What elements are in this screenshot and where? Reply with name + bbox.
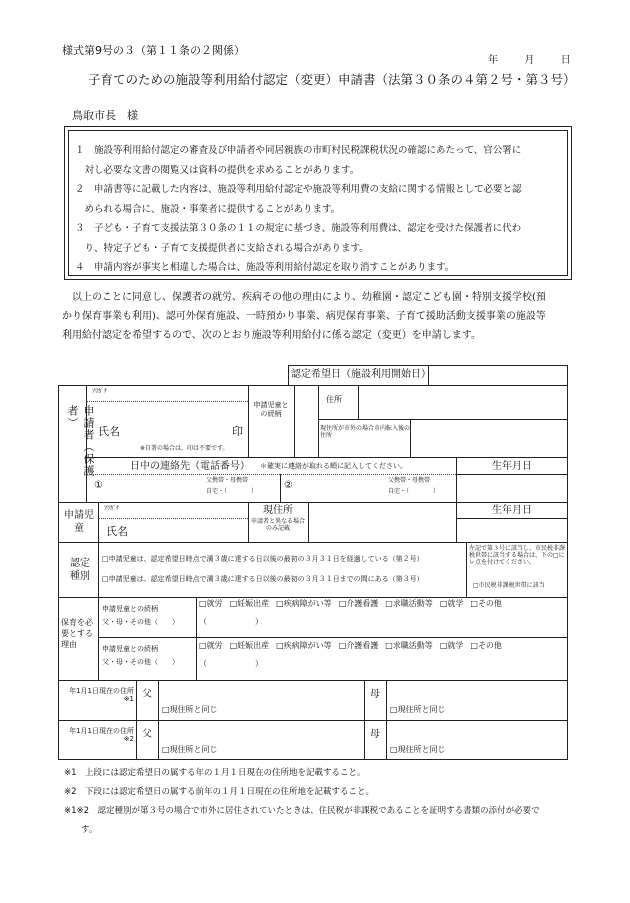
jan1-b-father-same-checkbox[interactable] [162, 745, 218, 755]
cert-option-3-checkbox[interactable] [102, 575, 424, 584]
contact-2-field[interactable] [298, 476, 384, 500]
reasons-row2-checkbox[interactable] [276, 641, 332, 650]
child-birthdate-label: 生年月日 [492, 505, 532, 516]
footnote: す。 [64, 825, 98, 835]
notice-box [64, 126, 572, 280]
jan1-a-mother-address-field[interactable] [388, 682, 566, 702]
contact-2-kinds: 父携帯・母携帯 [388, 477, 431, 484]
desired-date-field[interactable] [430, 366, 566, 384]
notice-item: められる場合に、施設・事業者に提供することがあります。 [75, 203, 341, 215]
reason-option-label: 就学 [447, 641, 464, 650]
year-label: 年 [488, 55, 498, 66]
reason-row2-options [199, 641, 565, 651]
reason-row1-head: 申請児童との続柄 [102, 605, 158, 613]
relation-field[interactable] [296, 387, 316, 455]
child-birthdate-field[interactable] [458, 520, 566, 540]
jan1-address-a-label: 年1月1日現在の住所※1 [69, 687, 134, 704]
contact-1-home: 自宅・（ ） [206, 488, 258, 495]
notice-item: ２ 申請書等に記載した内容は、施設等利用給付認定や施設等利用費の支給に関する情報として必要と認 [75, 184, 522, 195]
reasons-row1-checkbox[interactable] [339, 599, 379, 608]
reason-row1-options [199, 599, 565, 609]
reason-option-label: 求職活動等 [392, 641, 433, 650]
child-name-label: 氏名 [106, 525, 128, 538]
jan1-b-mother-same-label: 現住所と同じ [397, 745, 446, 754]
reasons-row2-checkbox[interactable] [470, 641, 502, 650]
transfer-address-field[interactable] [412, 421, 566, 455]
jan1-b-father-same-label: 現住所と同じ [169, 745, 218, 754]
reason-option-label: その他 [477, 599, 502, 608]
reason-option-label: 就学 [447, 599, 464, 608]
jan1-b-mother-address-field[interactable] [388, 722, 566, 742]
tax-exempt-label: 市民税非課税世帯に該当 [478, 582, 545, 589]
jan1-b-mother-label: 母 [370, 729, 380, 740]
day-label: 日 [560, 55, 571, 66]
cert-type-label: 認定種別 [70, 558, 90, 582]
footnotes [64, 764, 572, 840]
reasons-row1-checkbox[interactable] [199, 599, 223, 608]
month-label: 月 [524, 55, 535, 66]
jan1-a-father-label: 父 [142, 689, 152, 700]
form-number: 様式第9号の３（第１１条の２関係） [62, 44, 245, 57]
reason-option-label: 就労 [206, 641, 223, 650]
reasons-row1-checkbox[interactable] [230, 599, 270, 608]
reasons-row1-checkbox[interactable] [276, 599, 332, 608]
child-label: 申請児童 [64, 510, 94, 534]
child-furigana-label: ﾌﾘｶﾞﾅ [104, 505, 120, 512]
reason-option-label: その他 [477, 641, 502, 650]
contact-note: ＊確実に連絡が取れる順に記入してください。 [260, 462, 407, 470]
contact-1-field[interactable] [108, 476, 198, 500]
current-address-note: 申請者と異なる場合のみ記載 [250, 518, 305, 533]
child-current-address-field[interactable] [310, 504, 454, 540]
footnote: ※1※2 認定種別が第３号の場合で市外に居住されていたときは、住民税が非課税であることを証明する書類の添付が必要で [64, 806, 540, 816]
jan1-a-mother-label: 母 [370, 689, 380, 700]
reasons-row2-checkbox[interactable] [440, 641, 464, 650]
jan1-b-father-label: 父 [142, 729, 152, 740]
reasons-row2-checkbox[interactable] [385, 641, 433, 650]
jan1-b-father-address-field[interactable] [160, 722, 362, 742]
jan1-a-father-same-checkbox[interactable] [162, 705, 218, 715]
cert-option-2-label: 申請児童は、認定希望日時点で満３歳に達する日以後の最初の３月３１日を経過している（第２号） [108, 555, 424, 563]
contact-1-kinds: 父携帯・母携帯 [206, 477, 249, 484]
reasons-row2-checkbox[interactable] [199, 641, 223, 650]
jan1-a-father-address-field[interactable] [160, 682, 362, 702]
child-name-field[interactable] [134, 520, 246, 540]
notice-item: ３ 子ども・子育て支援法第３０条の１１の規定に基づき、施設等利用費は、認定を受けた保護者に代わ [75, 223, 522, 234]
notice-list [75, 141, 561, 278]
reason-option-label: 妊娠出産 [237, 641, 270, 650]
furigana-label: ﾌﾘｶﾞﾅ [92, 388, 108, 395]
reasons-row1-checkbox[interactable] [470, 599, 502, 608]
jan1-a-father-same-label: 現住所と同じ [169, 705, 218, 714]
intro-line: かり保育事業も利用)、認可外保育施設、一時預かり事業、病児保育事業、子育て援助活動支援事業の施設等 [62, 311, 546, 322]
desired-date-label: 認定希望日（施設利用開始日） [291, 369, 431, 380]
date-line [488, 54, 571, 67]
notice-item: り、特定子ども・子育て支援提供者に支給される場合があります。 [75, 242, 369, 254]
jan1-address-b-label: 年1月1日現在の住所※2 [69, 727, 134, 744]
address-field[interactable] [360, 387, 566, 417]
reason-row1-other-paren[interactable]: （ ） [199, 617, 263, 626]
reason-option-label: 就労 [206, 599, 223, 608]
reason-row2-relation: 父・母・その他（ ） [102, 658, 179, 666]
contact-2-marker: ② [284, 480, 293, 491]
applicant-furigana-field[interactable] [118, 386, 246, 400]
notice-item: ４ 申請内容が事実と相違した場合は、施設等利用給付認定を取り消すことがあります。 [75, 262, 455, 273]
cert-side-note: 左記で第３号に該当し、市民税非課税世帯に該当する場合は、下の□にレ点を付けてください。 [469, 545, 566, 567]
applicant-name-field[interactable] [122, 405, 242, 445]
reasons-row2-checkbox[interactable] [339, 641, 379, 650]
reasons-row1-checkbox[interactable] [440, 599, 464, 608]
application-form [58, 369, 568, 760]
seal-note: ※自署の場合は、印は不要です。 [140, 445, 229, 452]
daytime-contact-label: 日中の連絡先（電話番号） [130, 461, 250, 472]
cert-option-3-label: 申請児童は、認定希望日時点で満３歳に達する日以後の最初の３月３１日までの間にある（第３号） [108, 575, 424, 583]
intro-line: 以上のことに同意し、保護者の就労、疾病その他の理由により、幼稚園・認定こども園・特別支援学校(預 [72, 292, 546, 303]
reason-option-label: 妊娠出産 [237, 599, 270, 608]
addressee: 鳥取市長 様 [72, 109, 138, 122]
reason-row1-relation: 父・母・その他（ ） [102, 618, 179, 626]
jan1-a-mother-same-checkbox[interactable] [390, 705, 446, 715]
reasons-row2-checkbox[interactable] [230, 641, 270, 650]
reason-row2-head: 申請児童との続柄 [102, 645, 158, 653]
reason-row2-other-paren[interactable]: （ ） [199, 659, 263, 668]
jan1-b-mother-same-checkbox[interactable] [390, 745, 446, 755]
name-label: 氏名 [98, 425, 120, 438]
notice-item: １ 施設等利用給付認定の審査及び申請者や同居親族の市町村民税課税状況の確認にあたって、官公署に [75, 145, 522, 156]
relation-label: 申請児童との続柄 [253, 401, 289, 418]
notice-item: 対し必要な文書の閲覧又は資料の提供を求めることがあります。 [75, 164, 360, 176]
footnote: ※2 下段には認定希望日の属する前年の１月１日現在の住所地を記載すること。 [64, 787, 375, 797]
seal-label: 印 [232, 425, 243, 438]
applicant-label: 申請者（保護者） [66, 405, 95, 477]
reason-option-label: 疾病障がい等 [283, 641, 332, 650]
out-of-city-label: 現住所が市外の場合市内転入後の住所 [320, 425, 411, 440]
contact-1-marker: ① [94, 480, 103, 491]
applicant-birthdate-field[interactable] [458, 476, 566, 500]
current-address-label: 現住所 [263, 505, 293, 516]
reason-label: 保育を必要とする理由 [61, 618, 93, 649]
reasons-row1-checkbox[interactable] [385, 599, 433, 608]
reason-option-label: 求職活動等 [392, 599, 433, 608]
applicant-birthdate-label: 生年月日 [492, 461, 532, 472]
footnote: ※1 上段には認定希望日の属する年の１月１日現在の住所地を記載すること。 [64, 768, 366, 778]
contact-2-home: 自宅・（ ） [388, 488, 440, 495]
intro-line: 利用給付認定を希望するので、次のとおり施設等利用給付に係る認定（変更）を申請します。 [62, 330, 481, 341]
jan1-a-mother-same-label: 現住所と同じ [397, 705, 446, 714]
reason-option-label: 介護看護 [346, 641, 379, 650]
tax-exempt-checkbox[interactable] [473, 582, 545, 589]
address-label: 住所 [326, 395, 342, 404]
intro-paragraph [62, 288, 574, 345]
cert-option-2-checkbox[interactable] [102, 555, 424, 564]
reason-option-label: 疾病障がい等 [283, 599, 332, 608]
reason-option-label: 介護看護 [346, 599, 379, 608]
page-title: 子育てのための施設等利用給付認定（変更）申請書（法第３０条の４第２号・第３号） [88, 72, 576, 87]
